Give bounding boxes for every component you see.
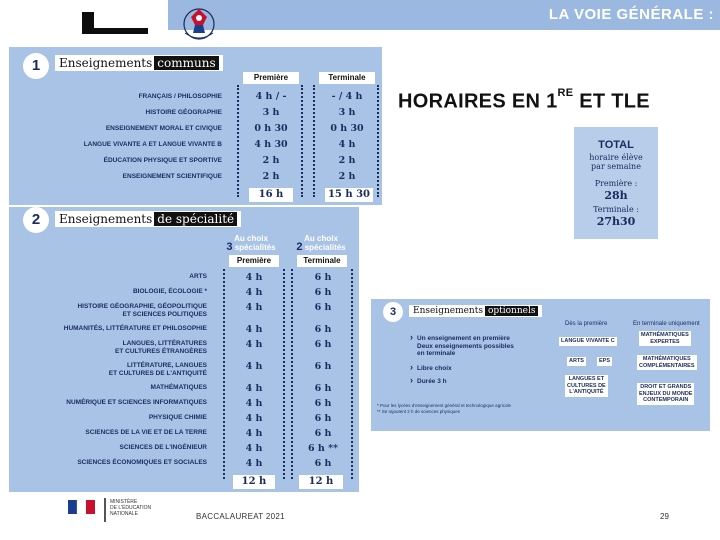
option-langue-vivante-c: LANGUE VIVANTE C <box>561 338 615 344</box>
cell-premiere: 4 h <box>245 339 263 350</box>
row-label: BIOLOGIE, ÉCOLOGIE * <box>132 288 207 295</box>
row-label: LANGUES, LITTÉRATURES ET CULTURES ÉTRANGÈRES <box>115 340 207 355</box>
total-hours-card <box>574 127 658 239</box>
cell-terminale: 6 h <box>314 383 332 394</box>
total-terminale-label: Terminale : <box>593 205 639 214</box>
cell-premiere: 4 h <box>245 287 263 298</box>
header-title: LA VOIE GÉNÉRALE : <box>548 6 714 23</box>
cell-premiere: 4 h <box>245 413 263 424</box>
row-label: ENSEIGNEMENT MORAL ET CIVIQUE <box>105 125 222 132</box>
total-terminale-value: 27h30 <box>596 215 636 228</box>
cell-terminale: 6 h <box>314 339 332 350</box>
marianne-flag-icon <box>62 496 102 524</box>
row-label: SCIENCES ÉCONOMIQUES ET SOCIALES <box>77 459 207 466</box>
row-label: MATHÉMATIQUES <box>150 384 207 391</box>
panel-number-badge: 3 <box>383 302 403 322</box>
row-label: FRANÇAIS / PHILOSOPHIE <box>138 93 222 100</box>
ministry-logo <box>62 496 160 526</box>
row-label: HISTOIRE GÉOGRAPHIE, GÉOPOLITIQUE ET SCIENCES POLITIQUES <box>77 303 207 318</box>
column-header-premiere: Dès la première <box>565 321 608 327</box>
row-label: NUMÉRIQUE ET SCIENCES INFORMATIQUES <box>66 399 207 406</box>
footer-text: BACCALAUREAT 2021 <box>196 512 285 521</box>
total-premiere-label: Première : <box>594 179 638 188</box>
panel-heading: Enseignements de spécialité <box>55 211 241 227</box>
option-langues-antiquite: LANGUES ET CULTURES DE L'ANTIQUITÉ <box>567 376 606 395</box>
cell-premiere: 2 h <box>262 155 280 166</box>
cell-terminale: 6 h <box>314 272 332 283</box>
column-header-terminale: Terminale <box>319 72 375 84</box>
total-terminale: 15 h 30 <box>325 188 373 202</box>
row-label: LANGUE VIVANTE A ET LANGUE VIVANTE B <box>83 141 222 148</box>
option-eps: EPS <box>599 358 611 364</box>
ministry-name: MINISTÈRE DE L'ÉDUCATION NATIONALE <box>110 499 152 517</box>
cell-terminale: 6 h <box>314 398 332 409</box>
panel-number-badge: 2 <box>23 207 49 233</box>
cell-premiere: 4 h <box>245 324 263 335</box>
cell-terminale: 6 h ** <box>307 443 339 454</box>
cell-premiere: 0 h 30 <box>254 123 288 134</box>
cell-premiere: 4 h <box>245 458 263 469</box>
list-item: › Un enseignement en première Deux enseignements possibles en terminale <box>417 335 514 358</box>
cell-premiere: 4 h 30 <box>254 139 288 150</box>
cell-premiere: 4 h / - <box>255 91 287 102</box>
footnotes: * Pour les lycées d'enseignement général et technologique agricole ** Se rajoutent 2 h de sciences physiques <box>377 403 511 414</box>
cell-terminale: 6 h <box>314 458 332 469</box>
cell-terminale: 4 h <box>338 139 356 150</box>
row-label: ARTS <box>189 273 207 280</box>
row-label: PHYSIQUE CHIMIE <box>148 414 207 421</box>
cell-premiere: 4 h <box>245 398 263 409</box>
row-label: LITTÉRATURE, LANGUES ET CULTURES DE L'ANTIQUITÉ <box>108 362 207 377</box>
page-number: 29 <box>660 512 669 521</box>
corner-logo-icon <box>82 12 152 34</box>
cell-premiere: 4 h <box>245 361 263 372</box>
row-label: ÉDUCATION PHYSIQUE ET SPORTIVE <box>103 157 222 164</box>
choice-premiere: Au choix 3 spécialités <box>226 234 276 253</box>
cell-terminale: 6 h <box>314 428 332 439</box>
cell-terminale: 3 h <box>338 107 356 118</box>
total-premiere-value: 28h <box>604 189 628 202</box>
column-header-premiere: Première <box>229 255 279 267</box>
list-item: › Libre choix <box>417 365 452 373</box>
total-card-line: par semaine <box>591 162 641 171</box>
cell-premiere: 2 h <box>262 171 280 182</box>
cell-terminale: - / 4 h <box>331 91 363 102</box>
cell-terminale: 6 h <box>314 361 332 372</box>
panel-number-badge: 1 <box>23 53 49 79</box>
total-premiere: 12 h <box>233 475 275 489</box>
option-maths-expertes: MATHÉMATIQUES EXPERTES <box>641 332 689 345</box>
total-card-line: horaire élève <box>589 153 643 162</box>
row-label: HISTOIRE GÉOGRAPHIE <box>145 109 222 116</box>
panel-specialty-courses <box>9 207 359 492</box>
cell-premiere: 4 h <box>245 443 263 454</box>
cell-premiere: 4 h <box>245 428 263 439</box>
option-arts: ARTS <box>569 358 584 364</box>
cell-terminale: 2 h <box>338 171 356 182</box>
cell-terminale: 6 h <box>314 413 332 424</box>
cell-premiere: 4 h <box>245 302 263 313</box>
option-droit-grands-enjeux: DROIT ET GRANDS ENJEUX DU MONDE CONTEMPORAIN <box>639 384 693 403</box>
row-label: SCIENCES DE LA VIE ET DE LA TERRE <box>85 429 207 436</box>
column-header-terminale: Terminale <box>297 255 347 267</box>
row-label: SCIENCES DE L'INGÉNIEUR <box>119 444 207 451</box>
column-header-premiere: Première <box>243 72 299 84</box>
column-header-terminale: En terminale uniquement <box>633 321 700 327</box>
cell-terminale: 6 h <box>314 287 332 298</box>
cell-terminale: 6 h <box>314 302 332 313</box>
panel-optional-courses <box>371 299 710 431</box>
academy-crest-icon <box>177 3 221 43</box>
cell-premiere: 3 h <box>262 107 280 118</box>
option-maths-complementaires: MATHÉMATIQUES COMPLÉMENTAIRES <box>639 356 695 369</box>
cell-terminale: 6 h <box>314 324 332 335</box>
cell-premiere: 4 h <box>245 272 263 283</box>
row-label: HUMANITÉS, LITTÉRATURE ET PHILOSOPHIE <box>63 325 207 332</box>
cell-terminale: 2 h <box>338 155 356 166</box>
total-card-title: TOTAL <box>598 139 634 151</box>
choice-terminale: Au choix 2 spécialités <box>296 234 346 253</box>
list-item: › Durée 3 h <box>417 378 447 386</box>
total-premiere: 16 h <box>249 188 293 202</box>
panel-heading: Enseignements communs <box>55 55 223 71</box>
panel-common-courses <box>9 47 382 205</box>
slide-title: HORAIRES EN 1RE ET TLE <box>398 87 650 113</box>
total-terminale: 12 h <box>299 475 343 489</box>
cell-terminale: 0 h 30 <box>330 123 364 134</box>
panel-heading: Enseignements optionnels <box>409 305 542 317</box>
row-label: ENSEIGNEMENT SCIENTIFIQUE <box>122 173 222 180</box>
cell-premiere: 4 h <box>245 383 263 394</box>
